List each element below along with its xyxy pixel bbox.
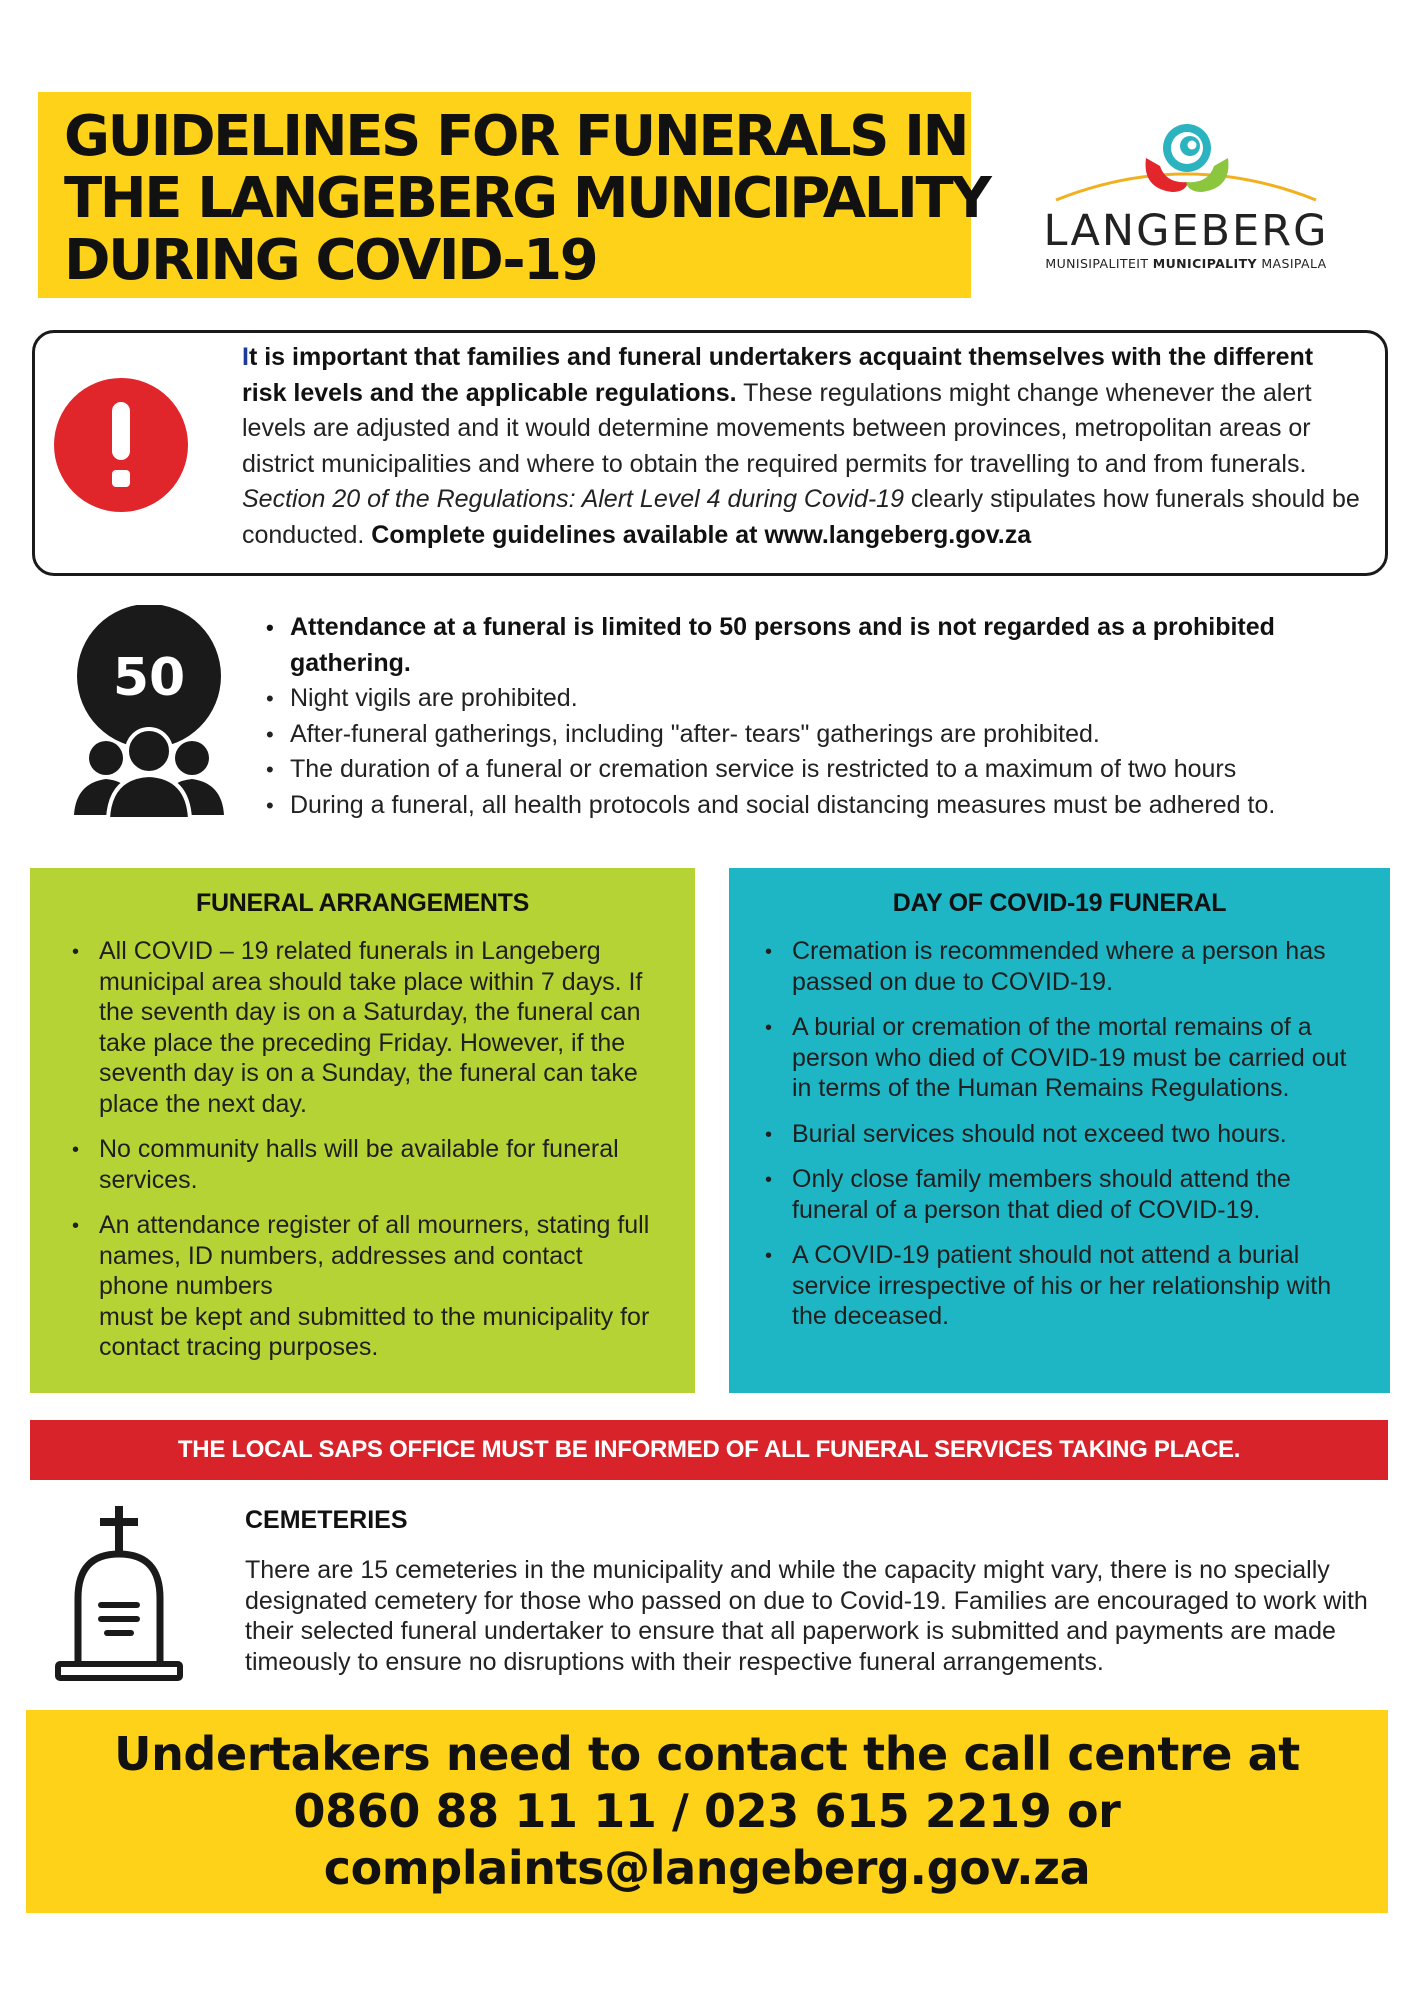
contact-phone-numbers: 0860 88 11 11 / 023 615 2219 or xyxy=(293,1784,1121,1838)
attendance-limit-badge: 50 xyxy=(112,648,186,708)
title-line-1: GUIDELINES FOR FUNERALS IN xyxy=(64,104,968,169)
cemeteries-body: There are 15 cemeteries in the municipality and while the capacity might vary, there is no specially designated cemetery for those who passed on due to Covid-19. Families are encouraged to work with their selected funeral undertaker to ensure that all paperwork is submitted and payments are made timeously to ensure no disruptions with their respective funeral arrangements. xyxy=(245,1556,1368,1676)
title-line-3: DURING COVID-19 xyxy=(64,228,597,293)
funeral-arrangements-list xyxy=(70,936,655,1363)
list-item: • Night vigils are prohibited. xyxy=(266,681,1326,717)
list-item: • An attendance register of all mourners, stating full names, ID numbers, addresses and contact phone numbers must be kept and submitted to the municipality for contact tracing purposes. xyxy=(70,1210,655,1363)
list-item: • A COVID-19 patient should not attend a burial service irrespective of his or her relationship with the deceased. xyxy=(763,1240,1356,1332)
logo-mark-icon xyxy=(996,118,1376,208)
list-item: • Cremation is recommended where a person has passed on due to COVID-19. xyxy=(763,936,1356,997)
list-item: • The duration of a funeral or cremation service is restricted to a maximum of two hours xyxy=(266,752,1326,788)
day-of-funeral-list xyxy=(763,936,1356,1332)
funeral-arrangements-heading: FUNERAL ARRANGEMENTS xyxy=(196,889,529,917)
notice-text: It is important that families and funeral undertakers acquaint themselves with the different risk levels and the applicable regulations. These regulations might change whenever the alert levels are adjusted and it would determine movements between provinces, metropolitan areas or district municipalities and where to obtain the required permits for travelling to and from funerals. Section 20 of the Regulations: Alert Level 4 during Covid-19 clearly stipulates how funerals should be conducted. Complete guidelines available at www.langeberg.gov.za xyxy=(242,343,1360,549)
contact-line-1: Undertakers need to contact the call centre at xyxy=(114,1727,1300,1781)
list-item: • After-funeral gatherings, including "after- tears" gatherings are prohibited. xyxy=(266,717,1326,753)
list-item: • Only close family members should attend the funeral of a person that died of COVID-19. xyxy=(763,1164,1356,1225)
day-of-funeral-panel xyxy=(729,868,1390,1393)
saps-notice-bar: THE LOCAL SAPS OFFICE MUST BE INFORMED OF ALL FUNERAL SERVICES TAKING PLACE. xyxy=(30,1420,1388,1480)
people-group-icon xyxy=(66,605,226,825)
logo-wordmark: LANGEBERG xyxy=(1043,206,1329,256)
list-item: • Burial services should not exceed two hours. xyxy=(763,1119,1356,1150)
day-of-funeral-heading: DAY OF COVID-19 FUNERAL xyxy=(892,889,1227,917)
list-item: • Attendance at a funeral is limited to 50 persons and is not regarded as a prohibited gathering. xyxy=(266,610,1326,681)
langeberg-logo xyxy=(996,118,1376,278)
list-item: • During a funeral, all health protocols and social distancing measures must be adhered to. xyxy=(266,788,1326,824)
contact-banner xyxy=(26,1710,1388,1913)
list-item: • All COVID – 19 related funerals in Langeberg municipal area should take place within 7 days. If the seventh day is on a Saturday, the funeral can take place the preceding Friday. However, if the seventh day is on a Sunday, the funeral can take place the next day. xyxy=(70,936,655,1119)
logo-subtitle: MUNISIPALITEIT MUNICIPALITY MASIPALA xyxy=(1045,256,1327,271)
funeral-arrangements-panel xyxy=(30,868,695,1393)
list-item: • A burial or cremation of the mortal remains of a person who died of COVID-19 must be carried out in terms of the Human Remains Regulations. xyxy=(763,1012,1356,1104)
attendance-rules-list xyxy=(266,610,1326,823)
exclamation-icon xyxy=(54,378,188,512)
list-item: • No community halls will be available for funeral services. xyxy=(70,1134,655,1195)
contact-email: complaints@langeberg.gov.za xyxy=(323,1841,1091,1895)
gravestone-icon xyxy=(54,1506,184,1686)
title-banner xyxy=(38,92,990,298)
title-line-2: THE LANGEBERG MUNICIPALITY xyxy=(64,166,990,231)
cemeteries-heading: CEMETERIES xyxy=(245,1506,408,1534)
